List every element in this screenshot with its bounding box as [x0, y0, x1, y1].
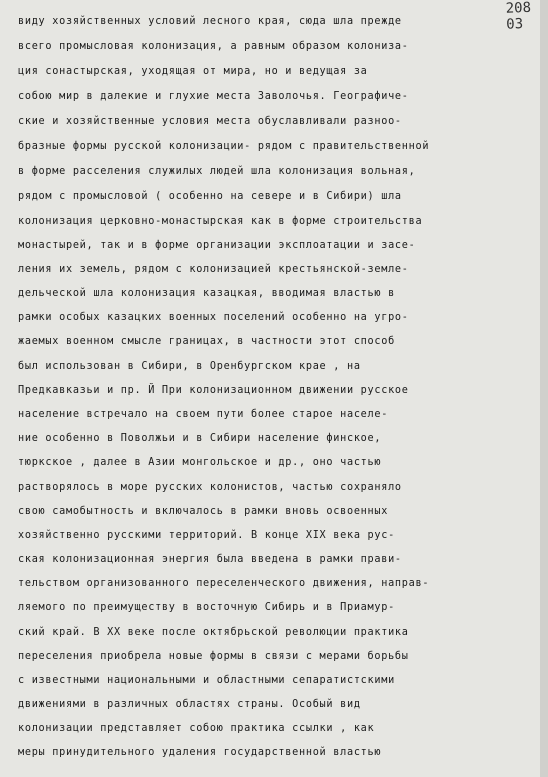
text-line: ский край. В XX веке после октябрьской революции практика: [18, 627, 409, 638]
text-line: ская колонизационная энергия была введена в рамки прави-: [18, 554, 402, 565]
text-line: тельством организованного переселенческого движения, направ-: [18, 578, 430, 589]
text-line: переселения приобрела новые формы в связи с мерами борьбы: [18, 651, 409, 662]
text-line: был использован в Сибири, в Оренбургском крае , на: [18, 361, 361, 372]
text-line: население встречало на своем пути более старое населе-: [18, 409, 389, 420]
text-line: дельческой шла колонизация казацкая, вводимая властью в: [18, 288, 395, 299]
text-line: колонизация церковно-монастырская как в форме строительства: [18, 216, 423, 227]
text-line: с известными национальными и областными сепаратистскими: [18, 675, 395, 686]
text-line: свою самобытность и включалось в рамки вновь освоенных: [18, 506, 389, 517]
text-line: собою мир в далекие и глухие места Заволочья. Географиче-: [18, 91, 409, 102]
text-line: меры принудительного удаления государственной властью: [18, 747, 382, 758]
text-line: растворялось в море русских колонистов, частью сохраняло: [18, 482, 402, 493]
text-line: ляемого по преимуществу в восточную Сибирь и в Приамур-: [18, 602, 395, 613]
text-line: ция сонастырская, уходящая от мира, но и ведущая за: [18, 66, 368, 77]
text-line: ние особенно в Поволжьи и в Сибири население финское,: [18, 433, 382, 444]
text-line: бразные формы русской колонизации- рядом с правительственной: [18, 141, 430, 152]
text-line: всего промысловая колонизация, а равным образом колониза-: [18, 41, 409, 52]
text-line: движениями в различных областях страны. Особый вид: [18, 699, 361, 710]
page-number: 208 03: [505, 0, 532, 33]
text-line: колонизации представляет собою практика ссылки , как: [18, 723, 375, 734]
text-line: Предкавказьи и пр. Й При колонизационном движении русское: [18, 385, 409, 396]
text-line: ления их земель, рядом с колонизацией крестьянской-земле-: [18, 264, 409, 275]
text-line: жаемых военном смысле границах, в частности этот способ: [18, 336, 395, 347]
text-line: виду хозяйственных условий лесного края, сюда шла прежде: [18, 16, 402, 27]
page-edge-shadow: [540, 0, 548, 777]
text-line: рамки особых казацких военных поселений особенно на угро-: [18, 312, 409, 323]
text-line: в форме расселения служилых людей шла колонизация вольная,: [18, 166, 416, 177]
text-line: рядом с промысловой ( особенно на севере и в Сибири) шла: [18, 191, 402, 202]
text-line: ские и хозяйственные условия места обуславливали разноо-: [18, 116, 402, 127]
text-line: тюркское , далее в Азии монгольское и др., оно частью: [18, 457, 382, 468]
text-line: монастырей, так и в форме организации эксплоатации и засе-: [18, 240, 416, 251]
text-line: хозяйственно русскими территорий. В конце XIX века рус-: [18, 530, 395, 541]
